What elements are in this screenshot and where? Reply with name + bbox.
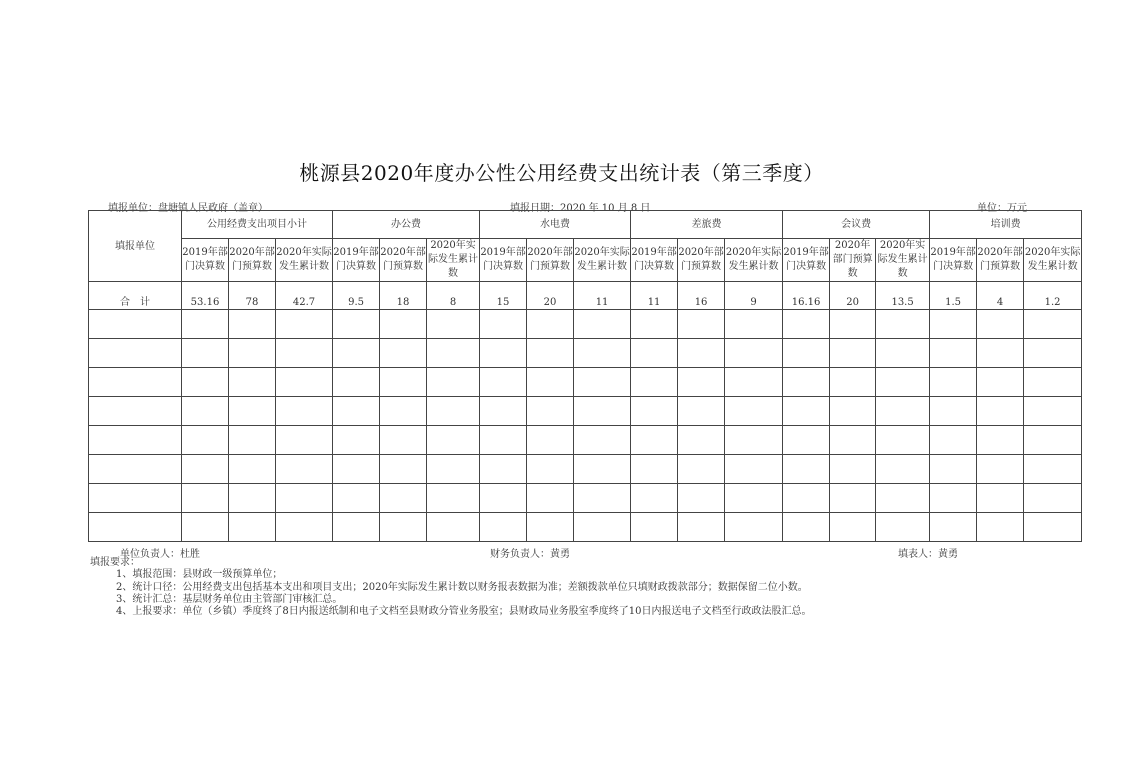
empty-cell (380, 513, 427, 542)
finance-head: 财务负责人：黄勇 (490, 549, 570, 560)
sub-header: 2019年部门决算数 (631, 239, 678, 282)
empty-cell (725, 397, 783, 426)
empty-cell (977, 397, 1024, 426)
empty-cell (930, 310, 977, 339)
empty-cell (783, 513, 830, 542)
empty-cell (977, 513, 1024, 542)
sub-header: 2020年部门预算数 (229, 239, 276, 282)
empty-cell (631, 310, 678, 339)
empty-cell (725, 310, 783, 339)
empty-cell (480, 310, 527, 339)
empty-cell (276, 513, 333, 542)
table-row (89, 426, 1082, 455)
empty-cell (783, 484, 830, 513)
empty-cell (830, 513, 876, 542)
empty-cell (1024, 310, 1082, 339)
empty-cell (574, 513, 631, 542)
sub-header: 2019年部门决算数 (182, 239, 229, 282)
total-value: 9 (725, 282, 783, 310)
empty-cell (876, 484, 930, 513)
note-item: 1、填报范围：县财政一级预算单位； (116, 569, 283, 581)
empty-cell (480, 484, 527, 513)
empty-cell (725, 455, 783, 484)
empty-cell (1024, 339, 1082, 368)
empty-cell (574, 368, 631, 397)
empty-cell (527, 368, 574, 397)
sub-header: 2019年部门决算数 (930, 239, 977, 282)
empty-cell (182, 368, 229, 397)
table-row (89, 339, 1082, 368)
empty-cell (89, 513, 182, 542)
empty-cell (876, 455, 930, 484)
group-header: 公用经费支出项目小计 (182, 211, 333, 239)
empty-cell (574, 397, 631, 426)
empty-cell (427, 339, 480, 368)
sub-header: 2020年部门预算数 (527, 239, 574, 282)
empty-cell (380, 426, 427, 455)
empty-cell (725, 484, 783, 513)
empty-cell (380, 339, 427, 368)
empty-cell (182, 397, 229, 426)
empty-cell (527, 484, 574, 513)
empty-cell (229, 484, 276, 513)
sub-header: 2019年部门决算数 (783, 239, 830, 282)
sub-header: 2020年部门预算数 (977, 239, 1024, 282)
empty-cell (1024, 484, 1082, 513)
empty-cell (276, 310, 333, 339)
total-value: 11 (631, 282, 678, 310)
empty-cell (276, 426, 333, 455)
empty-cell (527, 397, 574, 426)
empty-cell (380, 397, 427, 426)
empty-cell (930, 368, 977, 397)
empty-cell (725, 368, 783, 397)
empty-cell (89, 397, 182, 426)
empty-cell (229, 513, 276, 542)
sub-header: 2020年部门预算数 (830, 239, 876, 282)
sub-header: 2020年实际发生累计数 (574, 239, 631, 282)
total-value: 16 (678, 282, 725, 310)
empty-cell (527, 513, 574, 542)
empty-cell (783, 397, 830, 426)
empty-cell (427, 426, 480, 455)
empty-cell (527, 455, 574, 484)
empty-cell (182, 455, 229, 484)
empty-cell (631, 455, 678, 484)
total-value: 15 (480, 282, 527, 310)
empty-cell (830, 397, 876, 426)
empty-cell (876, 397, 930, 426)
filing-unit: 填报单位：盘塘镇人民政府（盖章） (108, 203, 268, 214)
empty-cell (574, 455, 631, 484)
table-row (89, 368, 1082, 397)
empty-cell (333, 426, 380, 455)
table-row (89, 513, 1082, 542)
note-item: 2、统计口径：公用经费支出包括基本支出和项目支出；2020年实际发生累计数以财务报表数据为准；差额拨款单位只填财政拨款部分；数据保留二位小数。 (116, 581, 808, 593)
group-header: 差旅费 (631, 211, 783, 239)
empty-cell (830, 426, 876, 455)
note-item: 3、统计汇总：基层财务单位由主管部门审核汇总。 (116, 593, 343, 605)
total-label: 合 计 (89, 282, 182, 310)
empty-cell (977, 368, 1024, 397)
empty-cell (876, 368, 930, 397)
empty-cell (930, 513, 977, 542)
sub-header: 2020年实际发生累计数 (276, 239, 333, 282)
empty-cell (783, 368, 830, 397)
empty-cell (182, 484, 229, 513)
empty-cell (977, 310, 1024, 339)
sub-header: 2020年实际发生累计数 (1024, 239, 1082, 282)
empty-cell (276, 339, 333, 368)
total-value: 20 (527, 282, 574, 310)
form-filler: 填表人：黄勇 (898, 549, 958, 560)
empty-cell (89, 484, 182, 513)
empty-cell (631, 339, 678, 368)
empty-cell (427, 455, 480, 484)
empty-cell (480, 397, 527, 426)
empty-cell (333, 397, 380, 426)
table-row (89, 397, 1082, 426)
empty-cell (276, 455, 333, 484)
empty-cell (977, 339, 1024, 368)
sub-header: 2020年实际发生累计数 (876, 239, 930, 282)
empty-cell (783, 426, 830, 455)
empty-cell (480, 513, 527, 542)
group-header: 培训费 (930, 211, 1082, 239)
corner-header: 填报单位 (89, 211, 182, 282)
empty-cell (527, 310, 574, 339)
empty-cell (89, 339, 182, 368)
sub-header: 2020年实际发生累计数 (725, 239, 783, 282)
empty-cell (678, 310, 725, 339)
empty-cell (631, 513, 678, 542)
empty-cell (229, 339, 276, 368)
empty-cell (678, 426, 725, 455)
empty-cell (480, 426, 527, 455)
filing-date: 填报日期：2020 年 10 月 8 日 (510, 203, 651, 214)
empty-cell (574, 339, 631, 368)
empty-cell (89, 368, 182, 397)
table-row (89, 484, 1082, 513)
money-unit: 单位：万元 (977, 203, 1027, 214)
empty-cell (182, 310, 229, 339)
empty-cell (930, 397, 977, 426)
empty-cell (427, 310, 480, 339)
total-value: 53.16 (182, 282, 229, 310)
empty-cell (1024, 455, 1082, 484)
total-value: 42.7 (276, 282, 333, 310)
total-value: 16.16 (783, 282, 830, 310)
empty-cell (480, 368, 527, 397)
empty-cell (678, 368, 725, 397)
empty-cell (89, 310, 182, 339)
total-value: 20 (830, 282, 876, 310)
empty-cell (631, 368, 678, 397)
total-value: 11 (574, 282, 631, 310)
group-header: 会议费 (783, 211, 930, 239)
empty-cell (830, 455, 876, 484)
empty-cell (876, 310, 930, 339)
unit-head: 单位负责人：杜胜 (120, 549, 200, 560)
empty-cell (1024, 368, 1082, 397)
empty-cell (930, 484, 977, 513)
empty-cell (830, 368, 876, 397)
notes-heading: 填报要求： (90, 557, 140, 568)
empty-cell (380, 455, 427, 484)
empty-cell (333, 339, 380, 368)
empty-cell (229, 368, 276, 397)
table-row (89, 310, 1082, 339)
empty-cell (678, 339, 725, 368)
empty-cell (1024, 397, 1082, 426)
empty-cell (229, 455, 276, 484)
empty-cell (930, 455, 977, 484)
empty-cell (89, 426, 182, 455)
group-header: 办公费 (333, 211, 480, 239)
sub-header: 2019年部门决算数 (480, 239, 527, 282)
empty-cell (783, 455, 830, 484)
empty-cell (725, 339, 783, 368)
empty-cell (574, 310, 631, 339)
note-item: 4、上报要求：单位（乡镇）季度终了8日内报送纸制和电子文档至县财政分管业务股室；县财政局业务股室季度终了10日内报送电子文档至行政政法股汇总。 (116, 606, 812, 618)
expense-table (88, 210, 1082, 542)
empty-cell (427, 513, 480, 542)
empty-cell (678, 513, 725, 542)
empty-cell (977, 484, 1024, 513)
empty-cell (427, 368, 480, 397)
empty-cell (574, 426, 631, 455)
empty-cell (1024, 513, 1082, 542)
total-value: 9.5 (333, 282, 380, 310)
sub-header: 2019年部门决算数 (333, 239, 380, 282)
empty-cell (527, 339, 574, 368)
total-value: 1.2 (1024, 282, 1082, 310)
empty-cell (182, 426, 229, 455)
sub-header: 2020年实际发生累计数 (427, 239, 480, 282)
empty-cell (631, 484, 678, 513)
empty-cell (930, 339, 977, 368)
sub-header: 2020年部门预算数 (380, 239, 427, 282)
empty-cell (427, 484, 480, 513)
table-row (89, 455, 1082, 484)
empty-cell (333, 455, 380, 484)
total-value: 13.5 (876, 282, 930, 310)
empty-cell (725, 513, 783, 542)
empty-cell (574, 484, 631, 513)
empty-cell (930, 426, 977, 455)
empty-cell (876, 339, 930, 368)
empty-cell (229, 426, 276, 455)
empty-cell (631, 426, 678, 455)
total-value: 1.5 (930, 282, 977, 310)
empty-cell (783, 310, 830, 339)
empty-cell (229, 310, 276, 339)
empty-cell (678, 455, 725, 484)
empty-cell (182, 339, 229, 368)
empty-cell (830, 484, 876, 513)
empty-cell (182, 513, 229, 542)
empty-cell (1024, 426, 1082, 455)
empty-cell (783, 339, 830, 368)
empty-cell (229, 397, 276, 426)
empty-cell (830, 310, 876, 339)
empty-cell (333, 310, 380, 339)
empty-cell (427, 397, 480, 426)
empty-cell (830, 339, 876, 368)
empty-cell (480, 339, 527, 368)
empty-cell (276, 397, 333, 426)
empty-cell (380, 310, 427, 339)
empty-cell (333, 484, 380, 513)
page-title: 桃源县2020年度办公性公用经费支出统计表（第三季度） (299, 161, 824, 185)
empty-cell (977, 426, 1024, 455)
empty-cell (876, 426, 930, 455)
total-value: 18 (380, 282, 427, 310)
total-value: 4 (977, 282, 1024, 310)
empty-cell (725, 426, 783, 455)
empty-cell (333, 368, 380, 397)
empty-cell (333, 513, 380, 542)
empty-cell (678, 397, 725, 426)
group-header: 水电费 (480, 211, 631, 239)
sub-header: 2020年部门预算数 (678, 239, 725, 282)
total-value: 78 (229, 282, 276, 310)
empty-cell (527, 426, 574, 455)
empty-cell (276, 368, 333, 397)
filing-notes (90, 557, 811, 618)
empty-cell (977, 455, 1024, 484)
empty-cell (876, 513, 930, 542)
empty-cell (276, 484, 333, 513)
total-value: 8 (427, 282, 480, 310)
empty-cell (89, 455, 182, 484)
empty-cell (678, 484, 725, 513)
empty-cell (380, 484, 427, 513)
empty-cell (480, 455, 527, 484)
empty-cell (380, 368, 427, 397)
empty-cell (631, 397, 678, 426)
